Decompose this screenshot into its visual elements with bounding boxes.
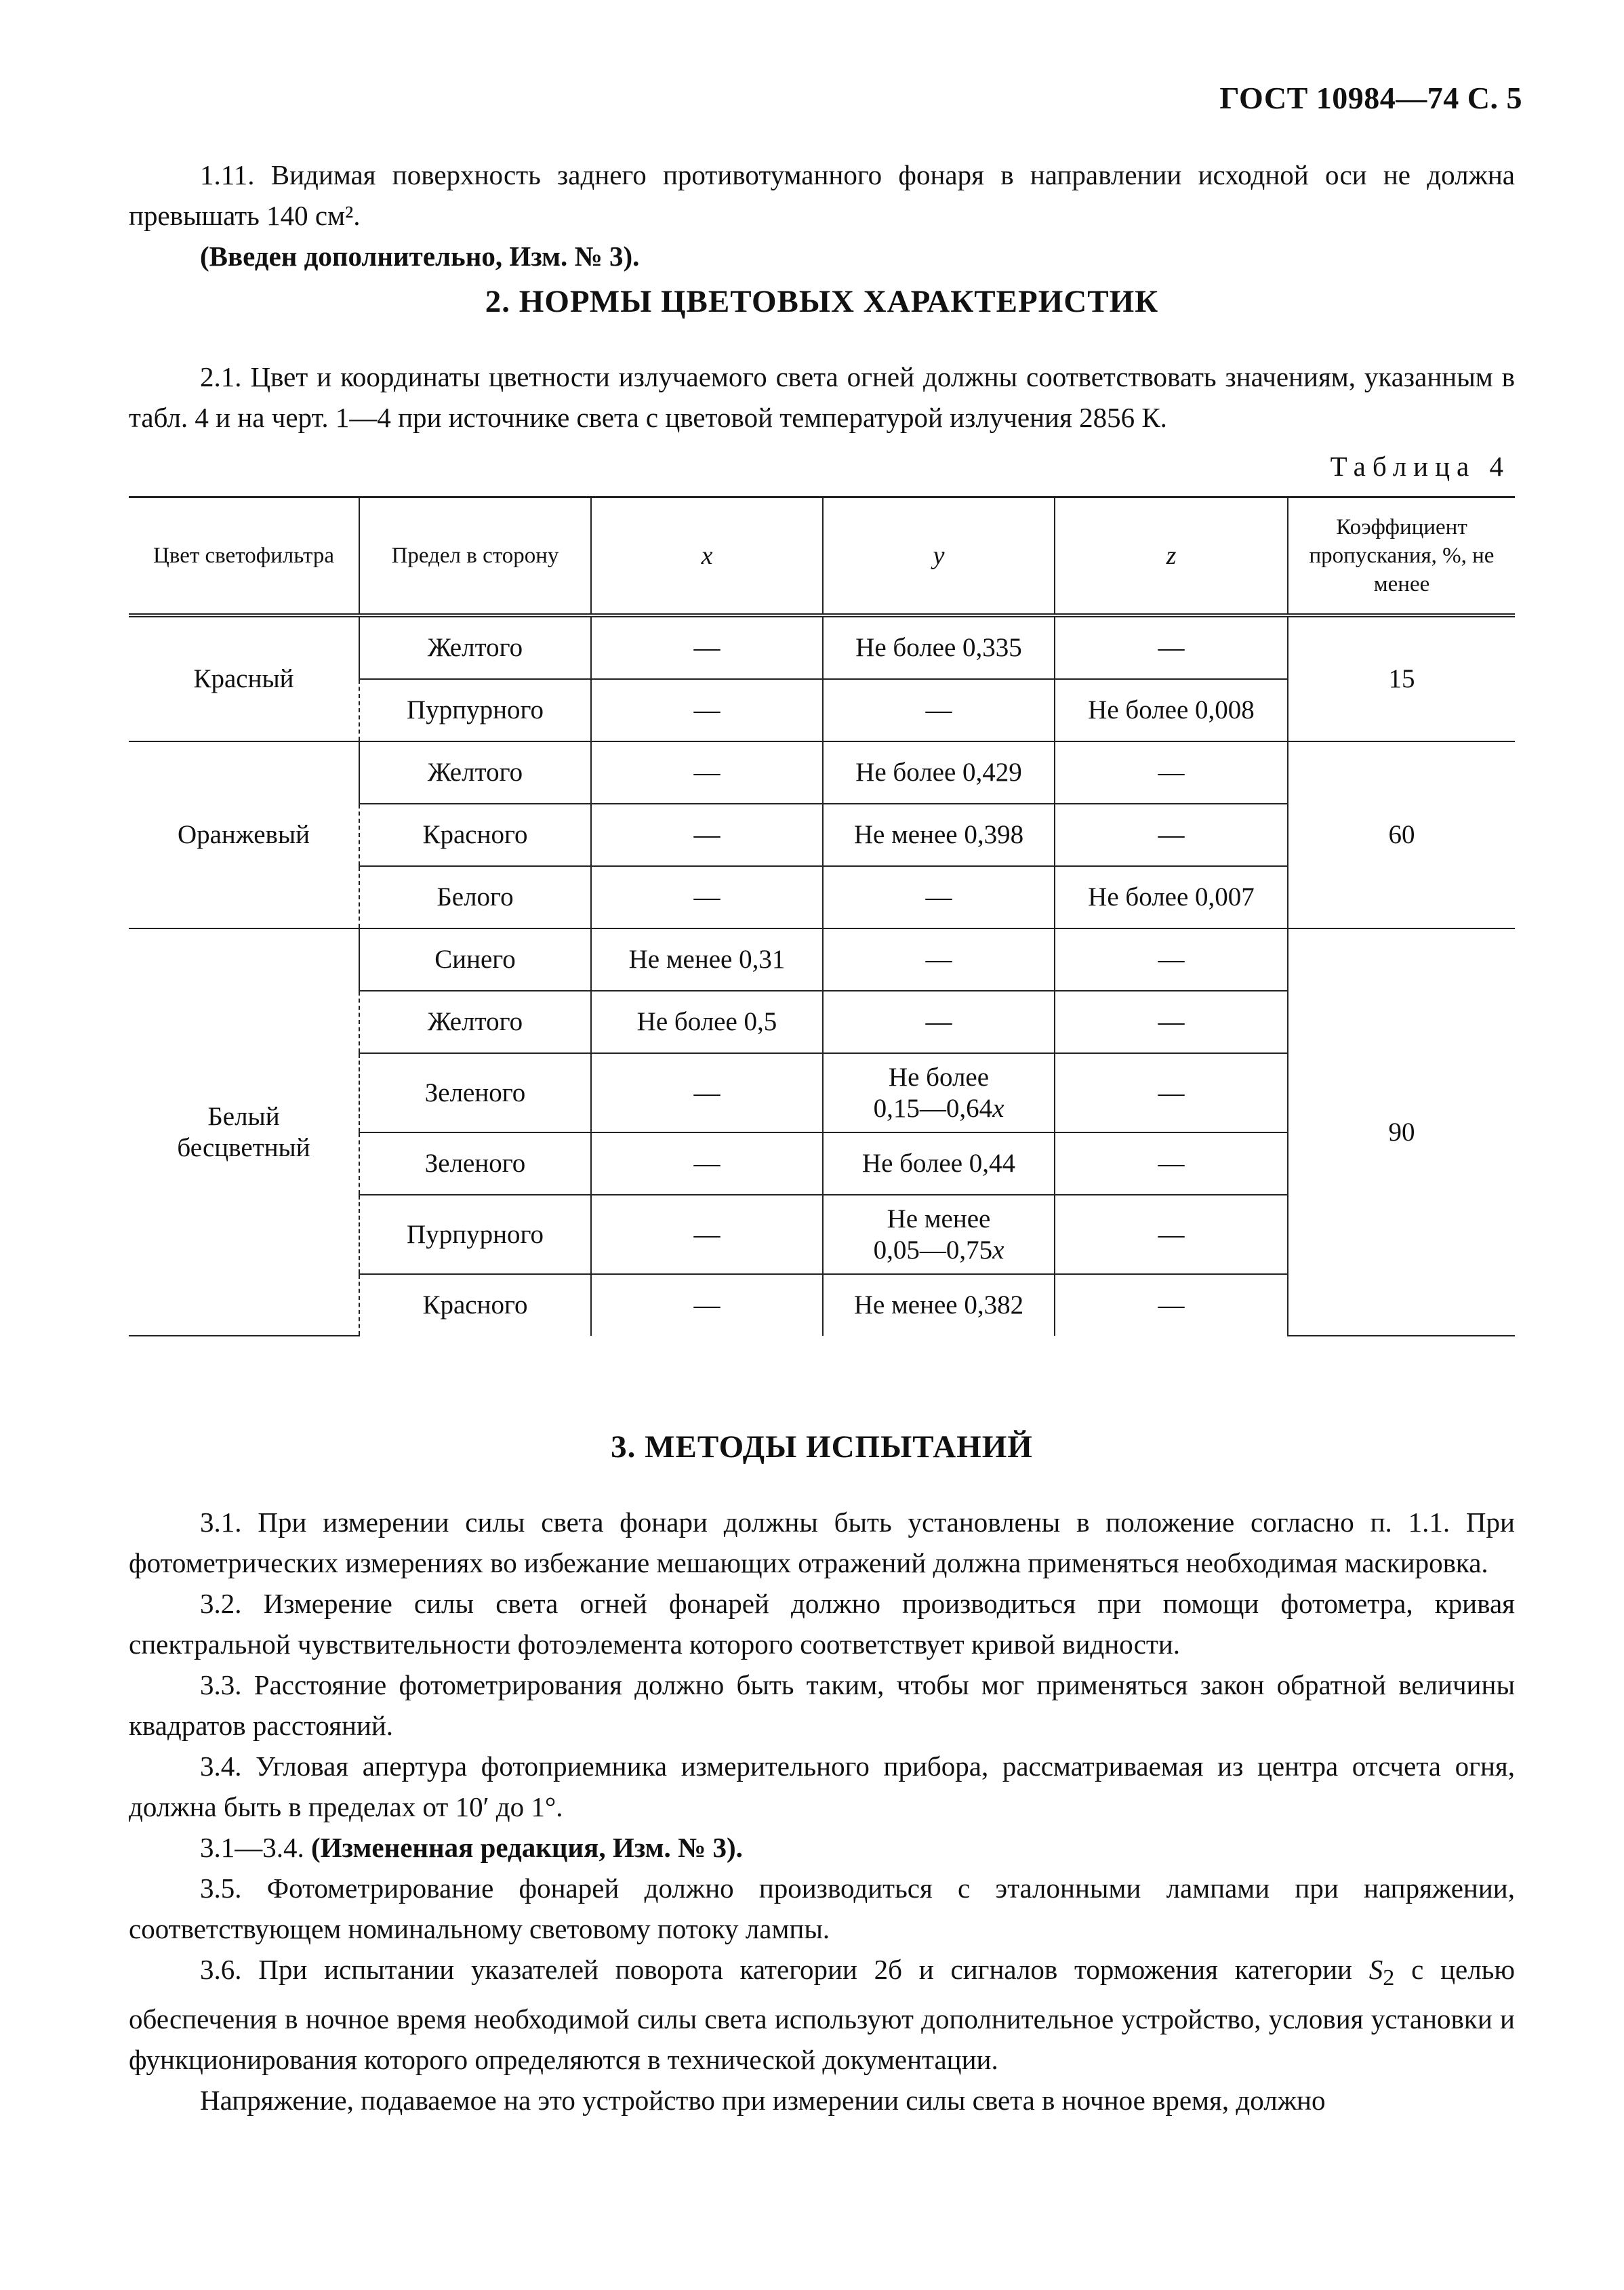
limit-cell: Пурпурного	[359, 679, 591, 741]
page-header: ГОСТ 10984—74 С. 5	[1219, 81, 1522, 115]
limit-cell: Желтого	[359, 741, 591, 804]
amendment-note: (Измененная редакция, Изм. № 3).	[311, 1832, 743, 1863]
clause-1-11-amendment: (Введен дополнительно, Изм. № 3).	[200, 241, 640, 272]
y-cell-var: x	[992, 1093, 1004, 1123]
y-cell: —	[823, 866, 1055, 928]
z-cell: —	[1055, 1195, 1288, 1274]
clause-3-3: 3.3. Расстояние фотометрирования должно быть таким, чтобы мог применяться закон обратной величины квадратов расстояний.	[129, 1669, 1515, 1741]
z-cell: —	[1055, 928, 1288, 991]
clause-1-11	[129, 155, 1515, 277]
limit-cell: Синего	[359, 928, 591, 991]
section-3-title: 3. МЕТОДЫ ИСПЫТАНИЙ	[611, 1429, 1033, 1465]
clause-3-6	[129, 1949, 1515, 2080]
clause-2-1-text: 2.1. Цвет и координаты цветности излучаемого света огней должны соответствовать значениям, указанным в табл. 4 и на черт. 1—4 при источнике света с цветовой температурой излучения 2856 К.	[129, 361, 1515, 433]
y-cell-line1: Не более	[888, 1062, 990, 1092]
y-cell	[823, 1053, 1055, 1132]
filter-color-orange: Оранжевый	[129, 741, 359, 928]
y-cell: —	[823, 928, 1055, 991]
header-x: x	[591, 497, 823, 616]
table-row	[129, 928, 1515, 991]
section-2-title: 2. НОРМЫ ЦВЕТОВЫХ ХАРАКТЕРИСТИК	[485, 284, 1159, 319]
filter-color-white-line2: бесцветный	[177, 1132, 310, 1162]
z-cell: Не более 0,008	[1055, 679, 1288, 741]
filter-color-white-line1: Белый	[207, 1101, 280, 1131]
limit-cell: Зеленого	[359, 1132, 591, 1195]
x-cell: —	[591, 1132, 823, 1195]
clause-3-4: 3.4. Угловая апертура фотоприемника измерительного прибора, рассматриваемая из центра отсчета огня, должна быть в пределах от 10′ до 1°.	[129, 1751, 1515, 1822]
coef-orange: 60	[1288, 741, 1515, 928]
clause-3-2: 3.2. Измерение силы света огней фонарей должно производиться при помощи фотометра, кривая спектральной чувствительности фотоэлемента которого соответствует кривой видности.	[129, 1588, 1515, 1660]
header-limit: Предел в сторону	[359, 497, 591, 616]
y-cell-var: x	[992, 1235, 1004, 1265]
z-cell: —	[1055, 1053, 1288, 1132]
clause-2-1	[129, 356, 1515, 438]
clause-3-5: 3.5. Фотометрирование фонарей должно производиться с эталонными лампами при напряжении, соответствующем номинальному световому потоку лампы.	[129, 1873, 1515, 1944]
clause-3-6-part-b: с целью обеспечения в ночное время необходимой силы света используют дополнительное устройство, условия установки и функционирования которого определяются в технической документации.	[129, 1954, 1516, 2076]
limit-cell: Красного	[359, 804, 591, 866]
y-cell-line2: 0,05—0,75	[873, 1235, 993, 1265]
x-cell: Не менее 0,31	[591, 928, 823, 991]
header-color: Цвет светофильтра	[129, 497, 359, 616]
table-4-caption: Таблица 4	[1330, 451, 1510, 482]
z-cell: —	[1055, 741, 1288, 804]
x-cell: —	[591, 1195, 823, 1274]
amendment-number: 3.1—3.4.	[200, 1832, 304, 1863]
x-cell: —	[591, 1053, 823, 1132]
clause-3-1-3-4-amendment	[129, 1827, 1515, 1868]
clause-3-6-part-a: 3.6. При испытании указателей поворота категории 2б и сигналов торможения категории	[200, 1954, 1352, 1985]
filter-color-red: Красный	[129, 615, 359, 741]
y-cell: Не более 0,429	[823, 741, 1055, 804]
limit-cell: Желтого	[359, 615, 591, 679]
limit-cell: Пурпурного	[359, 1195, 591, 1274]
table-header-row	[129, 497, 1515, 616]
limit-cell: Желтого	[359, 991, 591, 1053]
header-y: y	[823, 497, 1055, 616]
x-cell: —	[591, 679, 823, 741]
clause-3-1: 3.1. При измерении силы света фонари должны быть установлены в положение согласно п. 1.1. При фотометрических измерениях во избежание мешающих отражений должна применяться необходимая маскировка.	[129, 1507, 1515, 1578]
y-cell-line2: 0,15—0,64	[873, 1093, 993, 1123]
x-cell: —	[591, 866, 823, 928]
x-cell: Не более 0,5	[591, 991, 823, 1053]
y-cell: Не более 0,335	[823, 615, 1055, 679]
y-cell: —	[823, 679, 1055, 741]
x-cell: —	[591, 741, 823, 804]
limit-cell: Белого	[359, 866, 591, 928]
z-cell: —	[1055, 1274, 1288, 1336]
z-cell: Не более 0,007	[1055, 866, 1288, 928]
x-cell: —	[591, 804, 823, 866]
z-cell: —	[1055, 1132, 1288, 1195]
y-cell	[823, 1195, 1055, 1274]
coef-white: 90	[1288, 928, 1515, 1336]
y-cell: Не более 0,44	[823, 1132, 1055, 1195]
table-row	[129, 741, 1515, 804]
y-cell: Не менее 0,398	[823, 804, 1055, 866]
section-3-body	[129, 1502, 1515, 2121]
z-cell: —	[1055, 991, 1288, 1053]
category-subscript: 2	[1383, 1965, 1395, 1991]
limit-cell: Красного	[359, 1274, 591, 1336]
table-4	[129, 496, 1515, 1336]
filter-color-white	[129, 928, 359, 1336]
category-symbol: S	[1368, 1954, 1383, 1985]
header-coef: Коэффициент пропускания, %, не менее	[1288, 497, 1515, 616]
coef-red: 15	[1288, 615, 1515, 741]
x-cell: —	[591, 615, 823, 679]
table-row	[129, 615, 1515, 679]
header-z: z	[1055, 497, 1288, 616]
z-cell: —	[1055, 615, 1288, 679]
x-cell: —	[591, 1274, 823, 1336]
limit-cell: Зеленого	[359, 1053, 591, 1132]
y-cell: —	[823, 991, 1055, 1053]
z-cell: —	[1055, 804, 1288, 866]
y-cell: Не менее 0,382	[823, 1274, 1055, 1336]
clause-3-6-continuation: Напряжение, подаваемое на это устройство при измерении силы света в ночное время, должно	[200, 2085, 1326, 2117]
clause-1-11-text: 1.11. Видимая поверхность заднего противотуманного фонаря в направлении исходной оси не должна превышать 140 см².	[129, 159, 1515, 231]
y-cell-line1: Не менее	[887, 1204, 991, 1233]
